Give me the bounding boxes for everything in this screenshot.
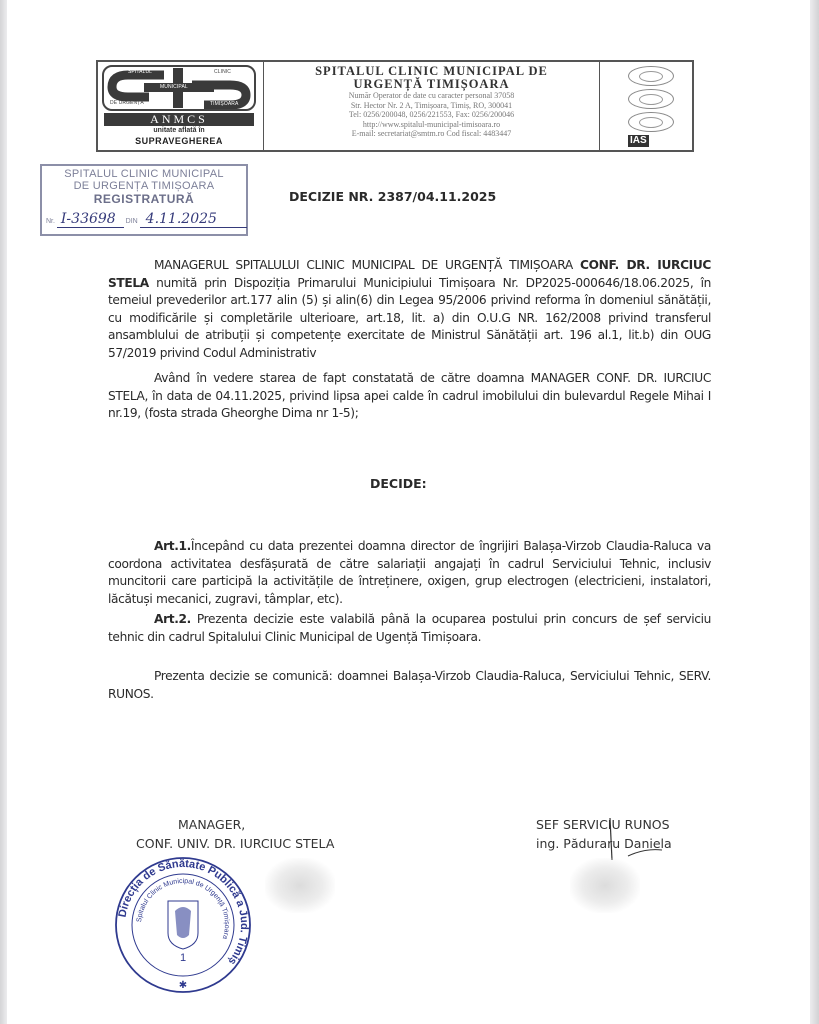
hospital-name-line1: SPITALUL CLINIC MUNICIPAL DE (315, 64, 548, 78)
stamp-number: 1 (179, 952, 187, 964)
reg-stamp-line2: DE URGENȚA TIMIȘOARA (73, 180, 215, 192)
art2-text: Prezenta decizie este valabilă până la ocuparea postului prin concurs de șef serviciu tehnic din cadrul Spitalului Clinic Municipal de Ugență Timișoara. (108, 612, 711, 644)
registration-stamp (40, 164, 248, 236)
decide-heading: DECIDE: (370, 476, 427, 491)
intro-paragraph (108, 257, 711, 362)
certification-seal-icon (628, 89, 674, 109)
reg-number-handwritten: I-33698 (57, 211, 124, 228)
intro-text-2: numită prin Dispoziția Primarului Municipiului Timișoara Nr. DP2025-000646/18.06.2025, în temeiul prevederilor art.177 alin (5) și alin(6) din Legea 95/2006 privind reforma în domeniul sănătății, cu modificările și completările ulterioare, art.18, lit. a) din O.U.G NR. 162/2008 privind transferul ansamblului de atribuții și competențe exercitate de Ministrul Sănătății art. 196 al.1, lit.b) din OUG 57/2019 privind Codul Administrativ (108, 275, 711, 360)
email-fiscal-code: E-mail: secretariat@smtm.ro Cod fiscal: 4483447 (351, 129, 512, 139)
reg-stamp-line3: REGISTRATURĂ (93, 192, 195, 206)
hospital-info (264, 62, 600, 150)
manager-name: CONF. UNIV. DR. IURCIUC STELA (136, 836, 335, 851)
manager-name-bold: CONF. DR. IURCIUC STELA (108, 258, 711, 290)
article-1 (108, 538, 711, 608)
logo-text-spitalul: SPITALUL (128, 69, 153, 75)
ias-badge: IAS (630, 135, 647, 146)
intro-text-1: MANAGERUL SPITALULUI CLINIC MUNICIPAL DE URGENȚĂ TIMIȘOARA (154, 258, 581, 272)
communication-text: Prezenta decizie se comunică: doamnei Balașa-Virzob Claudia-Raluca, Serviciului Tehnic, SERV. RUNOS. (108, 669, 711, 701)
communication-paragraph (108, 668, 711, 703)
stamp-star-icon: ✱ (178, 980, 188, 991)
logo-text-municipal: MUNICIPAL (160, 84, 188, 90)
reg-number-row (46, 208, 247, 233)
certifications (600, 62, 692, 150)
reg-nr-label: Nr. (46, 218, 55, 225)
logo-text-clinic: CLINIC (214, 69, 231, 75)
stamp-outer-text: Direcția de Sănătate Publică a Jud. Timiș (116, 857, 251, 967)
article-2 (108, 611, 711, 646)
certification-seal-icon (628, 66, 674, 86)
logo-text-timisoara: TIMIȘOARA (210, 101, 239, 107)
reg-date-handwritten: 4.11.2025 (140, 211, 247, 228)
redacted-signature-right (570, 858, 640, 913)
decision-title: DECIZIE NR. 2387/04.11.2025 (289, 189, 497, 204)
redacted-signature-left (265, 858, 335, 913)
eagle-icon (175, 907, 191, 938)
art1-text: Începând cu data prezentei doamna director de îngrijiri Balașa-Virzob Claudia-Raluca va coordona activitatea desfășurată de către salariații angajați în cadrul Serviciului Tehnic, inclusiv muncitorii care participă la activitățile de întreținere, oxigen, grup electrogen (electricieni, instalatori, lăcătuși mecanici, zugravi, tâmplar, etc). (108, 539, 711, 606)
address: Str. Hector Nr. 2 A, Timișoara, Timiș, RO, 300041 (350, 100, 513, 110)
runos-head-title: SEF SERVICIU RUNOS (536, 817, 670, 832)
anmcs-subtitle: unitate aflată în (153, 127, 205, 134)
art1-label: Art.1. (154, 539, 191, 553)
phone-fax: Tel: 0256/200048, 0256/221553, Fax: 0256/200046 (348, 110, 515, 120)
art2-label: Art.2. (154, 612, 191, 626)
website: http://www.spitalul-municipal-timisoara.ro (362, 119, 501, 129)
hospital-name-line2: URGENȚĂ TIMIȘOARA (353, 77, 510, 91)
hospital-logo (98, 62, 264, 150)
considering-paragraph (108, 370, 711, 423)
runos-signature (590, 812, 670, 862)
operator-number: Număr Operator de date cu caracter personal 37058 (348, 91, 515, 100)
certification-seal-icon (628, 112, 674, 132)
logo-text-urgenta: DE URGENȚĂ (110, 100, 144, 106)
anmcs-badge: ANMCS (104, 113, 254, 126)
official-round-stamp (113, 855, 253, 995)
logo-emblem (102, 65, 256, 111)
stamp-inner-text: Spitalul Clinic Municipal de Urgență Timișoara (136, 877, 231, 940)
page-edge-right (810, 0, 819, 1024)
page-edge-left (0, 0, 7, 1024)
anmcs-supervision: SUPRAVEGHEREA (135, 136, 223, 146)
manager-title: MANAGER, (178, 817, 246, 832)
reg-din-label: DIN (125, 218, 138, 225)
letterhead (96, 60, 694, 152)
reg-stamp-line1: SPITALUL CLINIC MUNICIPAL (64, 168, 224, 180)
considering-text: Având în vedere starea de fapt constatată de către doamna MANAGER CONF. DR. IURCIUC STELA, în data de 04.11.2025, privind lipsa apei calde în cadrul imobilului din bulevardul Regele Mihai I nr.19, (fosta strada Gheorghe Dima nr 1-5); (108, 371, 711, 420)
runos-head-name: ing. Păduraru Daniela (536, 836, 672, 851)
